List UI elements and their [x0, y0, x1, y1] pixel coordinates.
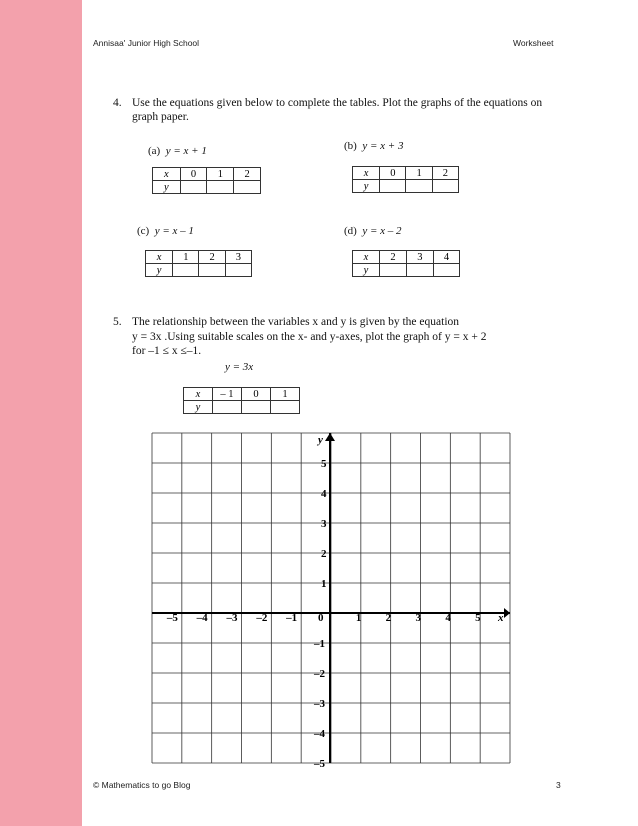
q4b-table: x 0 1 2 y [352, 166, 459, 193]
q4a-answer-cell[interactable] [234, 181, 261, 194]
q5-line3: for –1 ≤ x ≤–1. [132, 345, 202, 357]
x-tick-label: 1 [355, 612, 362, 624]
y-tick-label: 4 [321, 488, 327, 500]
x-tick-label: 4 [445, 612, 451, 624]
x-tick-label: –5 [166, 612, 178, 624]
q4d-answer-cell[interactable] [379, 264, 406, 277]
q4d-table: x 2 3 4 y [352, 250, 460, 277]
y-tick-label: –5 [314, 758, 325, 770]
q4c-answer-cell[interactable] [173, 264, 199, 277]
q4d-answer-cell[interactable] [406, 264, 433, 277]
y-tick-label: 2 [321, 548, 327, 560]
q4c-answer-cell[interactable] [225, 264, 251, 277]
q4d-label: (d) y = x – 2 [344, 225, 402, 237]
q4c-table: x 1 2 3 y [145, 250, 252, 277]
q4c-label: (c) y = x – 1 [137, 225, 194, 237]
doc-type: Worksheet [513, 38, 554, 48]
q4b-answer-cell[interactable] [406, 180, 432, 193]
q5-answer-cell[interactable] [212, 401, 241, 414]
x-axis-label: x [498, 612, 504, 624]
q4a-answer-cell[interactable] [207, 181, 234, 194]
x-tick-label: 5 [475, 612, 481, 624]
y-tick-label: –4 [314, 728, 325, 740]
y-tick-label: 5 [321, 458, 327, 470]
x-tick-label: 3 [415, 612, 421, 624]
x-tick-label: –3 [226, 612, 238, 624]
q4a-answer-cell[interactable] [180, 181, 207, 194]
footer-credit: © Mathematics to go Blog [93, 780, 191, 790]
y-tick-label: –2 [314, 668, 325, 680]
y-tick-label: –3 [314, 698, 325, 710]
q4-number: 4. [113, 97, 122, 109]
origin-label: 0 [318, 612, 324, 624]
x-tick-label: –1 [286, 612, 298, 624]
q4d-answer-cell[interactable] [433, 264, 459, 277]
q5-line1: The relationship between the variables x and y is given by the equation [132, 316, 460, 328]
y-tick-label: 3 [321, 518, 327, 530]
q5-answer-cell[interactable] [241, 401, 270, 414]
x-tick-label: 2 [385, 612, 392, 624]
x-axis-arrow-icon [504, 608, 510, 618]
q4c-answer-cell[interactable] [199, 264, 225, 277]
y-tick-label: –1 [314, 638, 325, 650]
coordinate-grid-svg [152, 433, 510, 770]
q4b-answer-cell[interactable] [432, 180, 458, 193]
y-axis-arrow-icon [325, 433, 335, 441]
x-tick-label: –2 [256, 612, 268, 624]
y-tick-label: 1 [321, 578, 327, 590]
q5-table: x – 1 0 1 y [183, 387, 300, 414]
q4-line1: Use the equations given below to complete the tables. Plot the graphs of the equations on [132, 97, 543, 109]
q4a-label: (a) y = x + 1 [148, 145, 207, 157]
graph-paper [152, 433, 510, 768]
q4a-table: x 0 1 2 y [152, 167, 261, 194]
x-tick-label: –4 [196, 612, 208, 624]
q5-line2: y = 3x .Using suitable scales on the x- and y-axes, plot the graph of y = x + 2 [132, 331, 487, 343]
page-number: 3 [556, 780, 561, 790]
margin-stripe [0, 0, 82, 826]
q4b-answer-cell[interactable] [380, 180, 406, 193]
q5-answer-cell[interactable] [270, 401, 299, 414]
q5-equation: y = 3x [225, 361, 254, 373]
y-axis-label: y [318, 434, 323, 446]
school-name: Annisaa' Junior High School [93, 38, 200, 48]
q4b-label: (b) y = x + 3 [344, 140, 404, 152]
q5-number: 5. [113, 316, 122, 328]
q4-line2: graph paper. [132, 111, 189, 123]
